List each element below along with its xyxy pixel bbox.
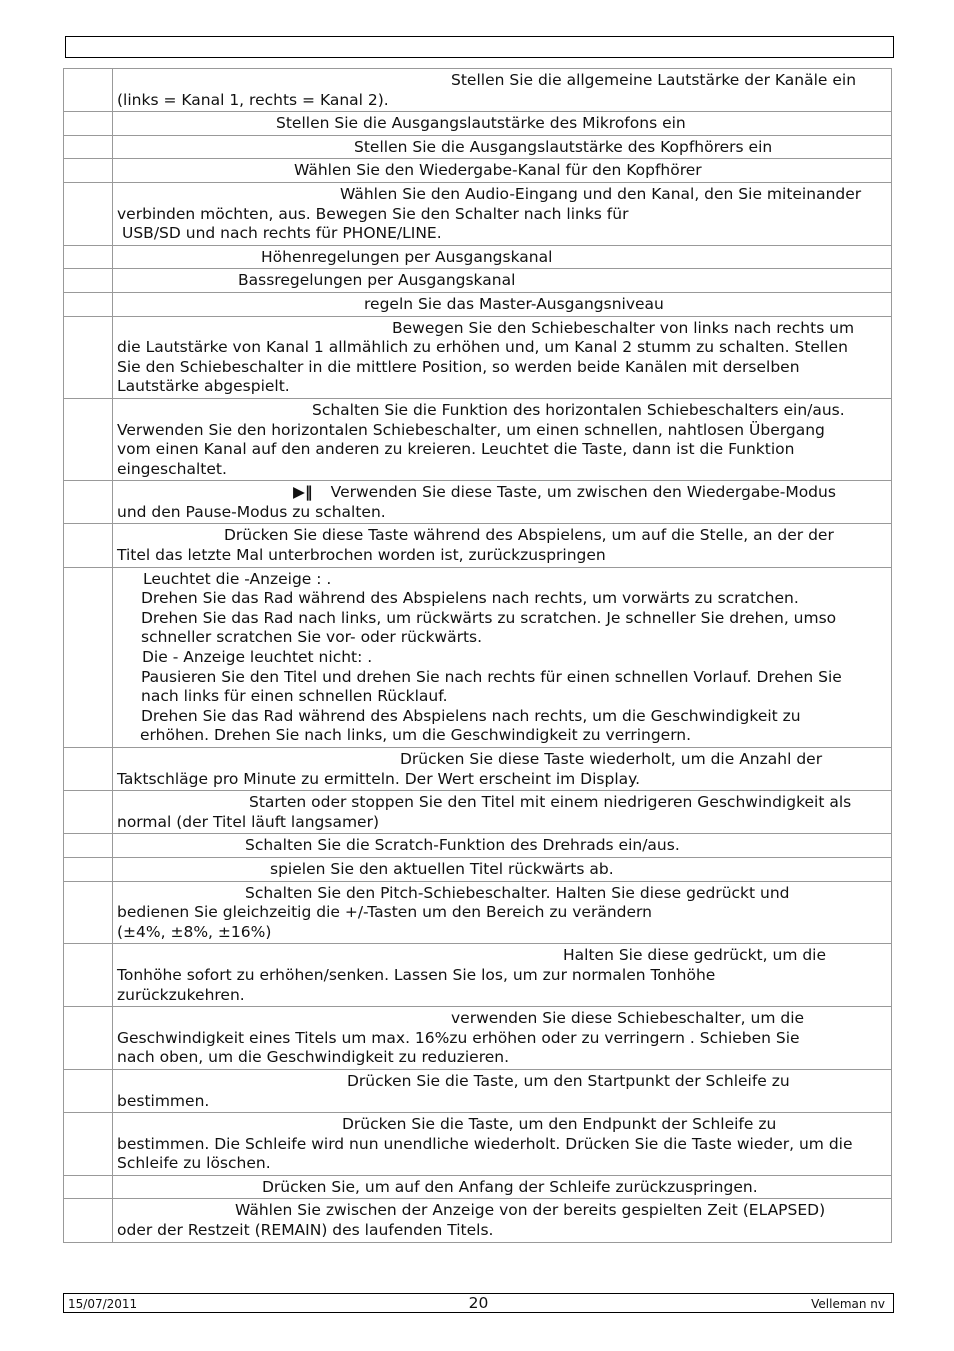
description-line: Verwenden Sie den horizontalen Schiebeschalter, um einen schnellen, nahtlosen Übergang [117,420,825,439]
row-number-cell [64,1199,113,1242]
footer-brand: Velleman nv [811,1297,885,1311]
page-number: 20 [468,1294,489,1312]
description-line: Schalten Sie die Scratch-Funktion des Drehrads ein/aus. [245,836,680,855]
table-row [64,1113,892,1176]
description-line: Pausieren Sie den Titel und drehen Sie nach rechts für einen schnellen Vorlauf. Drehen Sie [141,667,842,686]
header-box [65,36,894,58]
table-row [64,481,892,524]
table-row [64,834,892,858]
row-description-cell [113,182,892,245]
row-number-cell [64,857,113,881]
description-line: Sie den Schiebeschalter in die mittlere Position, so werden beide Kanälen mit derselben [117,357,800,376]
row-description-cell [113,112,892,136]
description-line: Wählen Sie zwischen der Anzeige von der bereits gespielten Zeit (ELAPSED) [235,1201,826,1220]
description-line: Drehen Sie das Rad während des Abspielens nach rechts, um vorwärts zu scratchen. [141,589,799,608]
description-line: Bassregelungen per Ausgangskanal [238,271,516,290]
table-row [64,1199,892,1242]
description-line: Drehen Sie das Rad während des Abspielens nach rechts, um die Geschwindigkeit zu [141,706,801,725]
description-line: erhöhen. Drehen Sie nach links, um die Geschwindigkeit zu verringern. [140,726,692,745]
table-row [64,112,892,136]
description-line: und den Pause-Modus zu schalten. [117,502,386,521]
row-description-cell [113,481,892,524]
description-line: bedienen Sie gleichzeitig die +/-Tasten um den Bereich zu verändern [117,903,652,922]
description-line: Schalten Sie den Pitch-Schiebeschalter. Halten Sie diese gedrückt und [245,883,790,902]
description-line: Geschwindigkeit eines Titels um max. 16%zu erhöhen oder zu verringern . Schieben Sie [117,1028,800,1047]
row-number-cell [64,748,113,791]
table-row [64,159,892,183]
row-description-cell [113,245,892,269]
description-line: nach links für einen schnellen Rücklauf. [141,687,448,706]
row-description-cell [113,269,892,293]
description-line: regeln Sie das Master-Ausgangsniveau [364,294,664,313]
row-number-cell [64,159,113,183]
row-number-cell [64,292,113,316]
description-line: Schleife zu löschen. [117,1154,271,1173]
description-line: Stellen Sie die Ausgangslautstärke des Kopfhörers ein [354,137,773,156]
description-line: USB/SD und nach rechts für PHONE/LINE. [122,224,442,243]
row-number-cell [64,245,113,269]
table-row [64,398,892,480]
description-line: Taktschläge pro Minute zu ermitteln. Der Wert erscheint im Display. [117,769,641,788]
row-number-cell [64,398,113,480]
row-number-cell [64,135,113,159]
table-row [64,245,892,269]
row-description-cell [113,834,892,858]
description-line: schneller scratchen Sie vor- oder rückwärts. [141,628,483,647]
row-description-cell [113,316,892,398]
row-number-cell [64,269,113,293]
row-description-cell [113,1175,892,1199]
row-description-cell [113,135,892,159]
table-row [64,1007,892,1070]
table-row [64,316,892,398]
description-line: verbinden möchten, aus. Bewegen Sie den Schalter nach links für [117,204,629,223]
table-row [64,1175,892,1199]
row-number-cell [64,1175,113,1199]
description-line: Höhenregelungen per Ausgangskanal [261,247,553,266]
row-number-cell [64,1113,113,1176]
row-description-cell [113,944,892,1007]
table-row [64,182,892,245]
row-number-cell [64,1069,113,1112]
table-row [64,881,892,944]
description-text: Verwenden Sie diese Taste, um zwischen den Wiedergabe-Modus [330,483,836,502]
description-line: Drücken Sie die Taste, um den Startpunkt der Schleife zu [347,1071,790,1090]
description-line: Drehen Sie das Rad nach links, um rückwärts zu scratchen. Je schneller Sie drehen, umso [141,608,837,627]
row-number-cell [64,791,113,834]
description-line: Drücken Sie, um auf den Anfang der Schleife zurückzuspringen. [262,1177,758,1196]
row-description-cell [113,1113,892,1176]
row-description-cell [113,567,892,747]
table-row [64,524,892,567]
description-line: die Lautstärke von Kanal 1 allmählich zu erhöhen und, um Kanal 2 stumm zu schalten. Stellen [117,338,848,357]
table-row [64,857,892,881]
page-footer [63,1293,894,1313]
description-line: Starten oder stoppen Sie den Titel mit einem niedrigeren Geschwindigkeit als [249,793,852,812]
description-line: Bewegen Sie den Schiebeschalter von links nach rechts um [392,318,855,337]
row-description-cell [113,398,892,480]
description-line: eingeschaltet. [117,459,227,478]
table-row [64,748,892,791]
description-line: verwenden Sie diese Schiebeschalter, um die [451,1009,805,1028]
row-number-cell [64,567,113,747]
description-line: Schalten Sie die Funktion des horizontalen Schiebeschalters ein/aus. [312,400,845,419]
row-number-cell [64,834,113,858]
description-line: Wählen Sie den Audio-Eingang und den Kanal, den Sie miteinander [340,184,862,203]
description-line: spielen Sie den aktuellen Titel rückwärts ab. [270,859,614,878]
row-description-cell [113,791,892,834]
description-line: Tonhöhe sofort zu erhöhen/senken. Lassen Sie los, um zur normalen Tonhöhe [117,965,716,984]
description-line: Wählen Sie den Wiedergabe-Kanal für den Kopfhörer [294,161,702,180]
row-description-cell [113,292,892,316]
description-line: Die - Anzeige leuchtet nicht: . [142,648,373,667]
row-description-cell [113,1199,892,1242]
row-number-cell [64,69,113,112]
row-number-cell [64,944,113,1007]
table-row [64,567,892,747]
description-line: bestimmen. [117,1091,210,1110]
description-line: zurückzukehren. [117,985,245,1004]
row-number-cell [64,182,113,245]
description-line: Drücken Sie diese Taste während des Abspielens, um auf die Stelle, an der der [224,526,834,545]
description-line: Drücken Sie diese Taste wiederholt, um die Anzahl der [400,750,823,768]
description-line: Titel das letzte Mal unterbrochen worden ist, zurückzuspringen [117,546,606,565]
row-description-cell [113,1069,892,1112]
description-line: Halten Sie diese gedrückt, um die [563,946,827,965]
row-number-cell [64,524,113,567]
row-description-cell [113,159,892,183]
table-row [64,69,892,112]
row-description-cell [113,748,892,791]
row-number-cell [64,481,113,524]
description-line: (links = Kanal 1, rechts = Kanal 2). [117,90,389,109]
description-table [63,68,892,1243]
row-number-cell [64,881,113,944]
description-line: Leuchtet die -Anzeige : . [143,569,332,588]
description-line [117,483,887,503]
description-line: Stellen Sie die allgemeine Lautstärke der Kanäle ein [451,71,857,89]
description-line: nach oben, um die Geschwindigkeit zu reduzieren. [117,1048,510,1067]
description-line: bestimmen. Die Schleife wird nun unendliche wiederholt. Drücken Sie die Taste wieder, um die [117,1134,853,1153]
description-line: Stellen Sie die Ausgangslautstärke des Mikrofons ein [276,114,686,133]
description-line: oder der Restzeit (REMAIN) des laufenden Titels. [117,1221,494,1240]
row-number-cell [64,112,113,136]
description-line: (±4%, ±8%, ±16%) [117,922,272,941]
row-description-cell [113,881,892,944]
row-description-cell [113,857,892,881]
description-line: Drücken Sie die Taste, um den Endpunkt der Schleife zu [342,1115,777,1134]
table-row [64,292,892,316]
row-number-cell [64,316,113,398]
play-pause-icon: ▶‖ [293,483,313,502]
table-row [64,269,892,293]
table-row [64,1069,892,1112]
table-row [64,135,892,159]
table-row [64,791,892,834]
description-line: vom einen Kanal auf den anderen zu kreieren. Leuchtet die Taste, dann ist die Funktion [117,440,795,459]
footer-date: 15/07/2011 [68,1297,138,1311]
row-number-cell [64,1007,113,1070]
row-description-cell [113,69,892,112]
row-description-cell [113,524,892,567]
row-description-cell [113,1007,892,1070]
description-line: Lautstärke abgespielt. [117,377,290,396]
description-line: normal (der Titel läuft langsamer) [117,812,380,831]
table-row [64,944,892,1007]
